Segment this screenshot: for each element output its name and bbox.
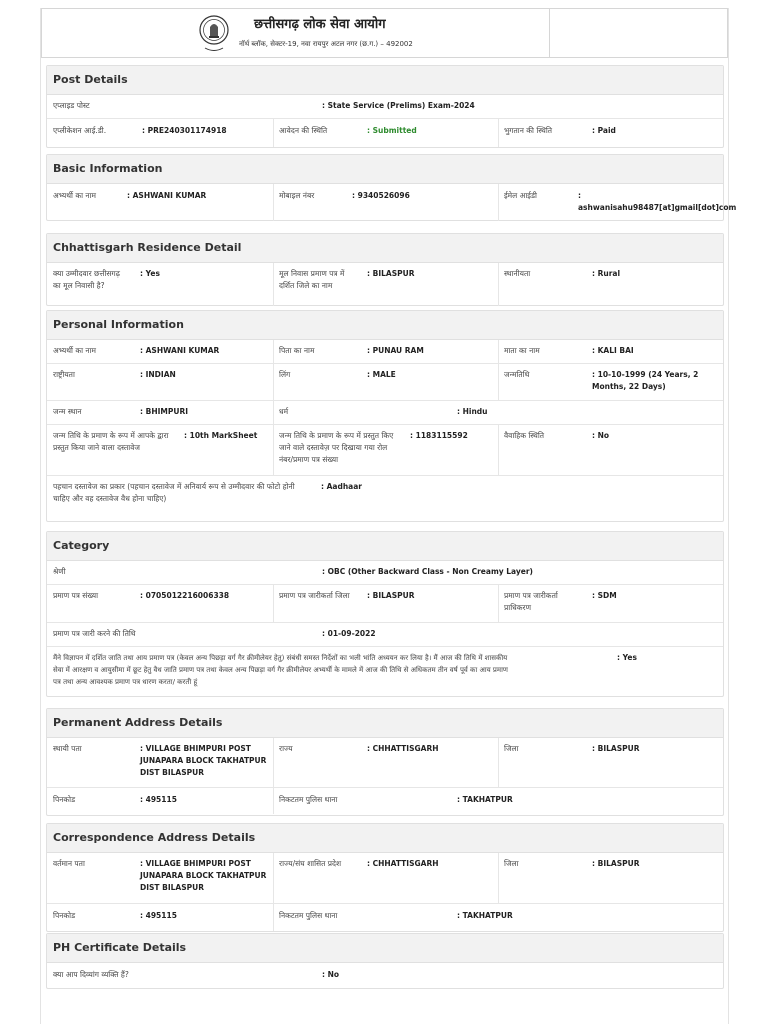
certificate-number-label: प्रमाण पत्र संख्या: [53, 591, 99, 600]
section-heading: Category: [47, 532, 723, 561]
commission-address: नॉर्थ ब्लॉक, सेक्टर-19, नवा रायपुर अटल नगर (छ.ग.) – 492002: [239, 40, 413, 48]
permanent-address-value-2: JUNAPARA BLOCK TAKHATPUR: [140, 756, 267, 765]
applied-post-label: एप्लाइड पोस्ट: [53, 101, 90, 110]
domicile-district-label: मूल निवास प्रमाण पत्र में: [279, 269, 345, 278]
payment-status-value: : Paid: [592, 126, 616, 135]
domicile-district-label-2: दर्शित जिले का नाम: [279, 281, 333, 290]
applied-post-value: : State Service (Prelims) Exam-2024: [322, 101, 475, 110]
current-address-value-3: DIST BILASPUR: [140, 883, 204, 892]
police-station-label: निकटतम पुलिस थाना: [279, 911, 338, 920]
commission-title: छत्तीसगढ़ लोक सेवा आयोग: [254, 17, 386, 32]
domicile-district-value: : BILASPUR: [367, 269, 415, 278]
form-header: [41, 8, 728, 58]
section-heading: Personal Information: [47, 311, 723, 340]
dob-proof-label: जन्म तिथि के प्रमाण के रूप में आपके द्वारा: [53, 431, 169, 440]
disability-question-label: क्या आप दिव्यांग व्यक्ति हैं?: [53, 970, 129, 979]
table-row: [47, 476, 723, 512]
section-heading: Permanent Address Details: [47, 709, 723, 738]
police-station-value: : TAKHATPUR: [457, 795, 513, 804]
native-question-label: क्या उम्मीदवार छत्तीसगढ़: [53, 269, 120, 278]
pincode-label: पिनकोड: [53, 911, 76, 920]
father-name-value: : PUNAU RAM: [367, 346, 424, 355]
permanent-address-label: स्थायी पता: [53, 744, 82, 753]
current-address-value-2: JUNAPARA BLOCK TAKHATPUR: [140, 871, 267, 880]
table-row: [47, 647, 723, 696]
basic-information-section: [46, 154, 737, 221]
table-row: [47, 401, 723, 425]
table-row: [47, 738, 723, 788]
roll-number-label-3: नंबर/प्रमाण पत्र संख्या: [279, 455, 339, 464]
pincode-label: पिनकोड: [53, 795, 76, 804]
candidate-name-value: : ASHWANI KUMAR: [127, 191, 207, 200]
marital-status-value: : No: [592, 431, 610, 440]
nationality-label: राष्ट्रीयता: [53, 370, 75, 379]
district-label: जिला: [504, 859, 519, 868]
native-question-label-2: का मूल निवासी है?: [53, 281, 105, 290]
personal-information-section: [46, 310, 724, 522]
category-label: श्रेणी: [53, 567, 66, 576]
candidate-name-value: : ASHWANI KUMAR: [140, 346, 220, 355]
category-value: : OBC (Other Backward Class - Non Creamy Layer): [322, 567, 533, 576]
application-id-label: एप्लीकेशन आई.डी.: [53, 126, 107, 135]
application-status-value: : Submitted: [367, 126, 417, 135]
district-value: : BILASPUR: [592, 744, 640, 753]
section-heading: PH Certificate Details: [47, 934, 723, 963]
birthplace-label: जन्म स्थान: [53, 407, 82, 416]
dob-proof-label-2: प्रस्तुत किया जाने वाला दस्तावेज: [53, 443, 140, 452]
dob-value: : 10-10-1999 (24 Years, 2: [592, 370, 699, 379]
mobile-label: मोबाइल नंबर: [279, 191, 315, 200]
table-row: [47, 853, 723, 904]
table-row: [47, 263, 723, 306]
table-row: [47, 585, 723, 623]
section-heading: Basic Information: [47, 155, 723, 184]
email-colon: :: [578, 191, 581, 200]
id-proof-label-2: चाहिए और वह दस्तावेज वैध होना चाहिए): [53, 494, 167, 503]
birthplace-value: : BHIMPURI: [140, 407, 189, 416]
dob-label: जन्मतिथि: [504, 370, 530, 379]
post-details-section: [46, 65, 724, 148]
district-value: : BILASPUR: [592, 859, 640, 868]
candidate-name-label: अभ्यर्थी का नाम: [53, 191, 96, 200]
nationality-value: : INDIAN: [140, 370, 176, 379]
gender-label: लिंग: [279, 370, 291, 379]
id-proof-label: पहचान दस्तावेज का प्रकार (पहचान दस्तावेज में अनिवार्य रूप से उम्मीदवार की फोटो होनी: [53, 482, 295, 491]
certificate-date-label: प्रमाण पत्र जारी करने की तिथि: [53, 629, 136, 638]
cgpsc-emblem-icon: [199, 12, 229, 54]
roll-number-label-2: जाने वाले दस्तावेज़ पर दिखाया गया रोल: [279, 443, 388, 452]
table-row: [47, 119, 723, 147]
state-value: : CHHATTISGARH: [367, 744, 439, 753]
disability-question-value: : No: [322, 970, 340, 979]
gender-value: : MALE: [367, 370, 396, 379]
permanent-address-section: [46, 708, 724, 816]
section-heading: Chhattisgarh Residence Detail: [47, 234, 723, 263]
category-section: [46, 531, 724, 697]
certificate-number-value: : 0705012216006338: [140, 591, 230, 600]
section-heading: Correspondence Address Details: [47, 824, 723, 853]
table-row: [47, 364, 723, 401]
table-row: [47, 963, 723, 988]
religion-label: धर्म: [279, 407, 289, 416]
table-row: [47, 561, 723, 585]
district-label: जिला: [504, 744, 519, 753]
application-form-page: [40, 8, 737, 1024]
dob-value-2: Months, 22 Days): [592, 382, 666, 391]
certificate-district-label: प्रमाण पत्र जारीकर्ता जिला: [279, 591, 350, 600]
id-proof-value: : Aadhaar: [321, 482, 363, 491]
certificate-authority-label-2: प्राधिकरण: [504, 603, 532, 612]
police-station-label: निकटतम पुलिस थाना: [279, 795, 338, 804]
certificate-authority-value: : SDM: [592, 591, 617, 600]
state-label: राज्य: [279, 744, 293, 753]
permanent-address-value: : VILLAGE BHIMPURI POST: [140, 744, 251, 753]
mother-name-value: : KALI BAI: [592, 346, 634, 355]
certificate-authority-label: प्रमाण पत्र जारीकर्ता: [504, 591, 558, 600]
locality-value: : Rural: [592, 269, 621, 278]
roll-number-label: जन्म तिथि के प्रमाण के रूप में प्रस्तुत किए: [279, 431, 394, 440]
dob-proof-value: : 10th MarkSheet: [184, 431, 258, 440]
pincode-value: : 495115: [140, 911, 177, 920]
email-value: ashwanisahu98487[at]gmail[dot]com: [578, 203, 737, 212]
declaration-text: मैंने विज्ञापन में दर्शित जाति तथा आय प्रमाण पत्र (केवल अन्य पिछड़ा वर्ग गैर क्रीमीलेयर हेतु) संबंधी समस्त निर्देशों का भली भांति अध्ययन कर लिया है। मैं आज की तिथि में शासकीय: [53, 654, 508, 662]
candidate-name-label: अभ्यर्थी का नाम: [53, 346, 96, 355]
state-ut-value: : CHHATTISGARH: [367, 859, 439, 868]
declaration-text-3: पत्र तथा अन्य आवश्यक प्रमाण पत्र धारण करता/ करती हूं: [53, 678, 198, 686]
table-row: [47, 904, 723, 931]
marital-status-label: वैवाहिक स्थिति: [504, 431, 545, 440]
certificate-date-value: : 01-09-2022: [322, 629, 376, 638]
table-row: [47, 425, 723, 476]
pincode-value: : 495115: [140, 795, 177, 804]
roll-number-value: : 1183115592: [410, 431, 468, 440]
native-value: : Yes: [140, 269, 160, 278]
declaration-value: : Yes: [617, 653, 637, 662]
current-address-label: वर्तमान पता: [53, 859, 85, 868]
header-right-box: [549, 9, 727, 57]
mother-name-label: माता का नाम: [504, 346, 540, 355]
residence-detail-section: [46, 233, 724, 306]
police-station-value: : TAKHATPUR: [457, 911, 513, 920]
table-row: [47, 184, 737, 221]
current-address-value: : VILLAGE BHIMPURI POST: [140, 859, 251, 868]
locality-label: स्थानीयता: [504, 269, 531, 278]
table-row: [47, 340, 723, 364]
table-row: [47, 788, 723, 814]
table-row: [47, 623, 723, 647]
application-status-label: आवेदन की स्थिति: [279, 126, 328, 135]
state-ut-label: राज्य/संघ शासित प्रदेश: [279, 859, 342, 868]
email-label: ईमेल आईडी: [504, 191, 537, 200]
section-heading: Post Details: [47, 66, 723, 95]
father-name-label: पिता का नाम: [279, 346, 315, 355]
religion-value: : Hindu: [457, 407, 488, 416]
payment-status-label: भुगतान की स्थिति: [504, 126, 553, 135]
table-row: [47, 95, 723, 119]
mobile-value: : 9340526096: [352, 191, 410, 200]
certificate-district-value: : BILASPUR: [367, 591, 415, 600]
declaration-text-2: सेवा में आरक्षण व आयुसीमा में छूट हेतु वैध जाति प्रमाण पत्र तथा केवल अन्य पिछड़ा वर्ग गैर क्रीमीलेयर अभ्यर्थी के मामले में आज की तिथि से अधिकतम तीन वर्ष पूर्व का आय प्रमाण: [53, 666, 508, 674]
ph-certificate-section: [46, 933, 724, 989]
application-id-value: : PRE240301174918: [142, 126, 227, 135]
correspondence-address-section: [46, 823, 724, 932]
permanent-address-value-3: DIST BILASPUR: [140, 768, 204, 777]
